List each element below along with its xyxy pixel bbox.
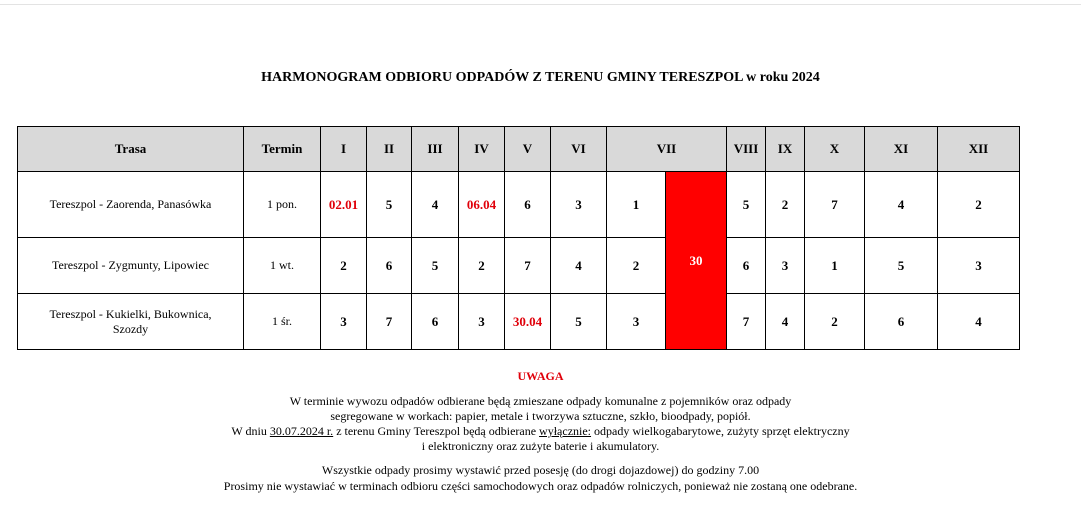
date-cell: 1 <box>607 172 666 238</box>
route-term: 1 pon. <box>244 172 321 238</box>
route-name-line2: Szozdy <box>112 321 149 336</box>
date-cell: 7 <box>805 172 865 238</box>
date-cell: 4 <box>412 172 459 238</box>
notice-text: odpady wielkogabarytowe, zużyty sprzęt elektryczny <box>591 424 850 438</box>
top-divider <box>0 4 1081 5</box>
notice-text: z terenu Gminy Tereszpol będą odbierane <box>333 424 540 438</box>
date-cell: 2 <box>607 238 666 294</box>
date-cell: 4 <box>766 294 805 350</box>
route-term: 1 śr. <box>244 294 321 350</box>
date-cell: 5 <box>551 294 607 350</box>
header-month-xi: XI <box>865 127 938 172</box>
header-month-xii: XII <box>938 127 1020 172</box>
date-cell: 3 <box>459 294 505 350</box>
header-month-iii: III <box>412 127 459 172</box>
notice-line: i elektroniczny oraz zużyte baterie i akumulatory. <box>421 439 660 453</box>
table-row <box>18 172 1020 238</box>
date-cell: 2 <box>321 238 367 294</box>
date-cell: 7 <box>367 294 412 350</box>
date-cell: 02.01 <box>321 172 367 238</box>
date-cell: 3 <box>938 238 1020 294</box>
route-name: Tereszpol - Zygmunty, Lipowiec <box>18 238 244 294</box>
table-row <box>18 238 1020 294</box>
route-name-line1: Tereszpol - Kukielki, Bukownica, <box>49 306 212 321</box>
notice-line <box>0 424 1081 439</box>
route-name <box>18 294 244 350</box>
header-month-ii: II <box>367 127 412 172</box>
date-cell: 6 <box>727 238 766 294</box>
date-cell: 7 <box>727 294 766 350</box>
notice-line: Prosimy nie wystawiać w terminach odbioru części samochodowych oraz odpadów rolniczych, ponieważ nie zostaną one odebrane. <box>223 479 858 493</box>
header-month-ix: IX <box>766 127 805 172</box>
july-special-collection-cell: 30 <box>666 172 727 350</box>
notice-line: Wszystkie odpady prosimy wystawić przed posesję (do drogi dojazdowej) do godziny 7.00 <box>321 463 760 477</box>
notice-line: segregowane w workach: papier, metale i tworzywa sztuczne, szkło, bioodpady, popiół. <box>330 409 751 423</box>
date-cell: 6 <box>505 172 551 238</box>
date-cell: 5 <box>727 172 766 238</box>
date-cell: 7 <box>505 238 551 294</box>
header-month-v: V <box>505 127 551 172</box>
schedule-table <box>17 126 1020 350</box>
notice-text: W dniu <box>231 424 270 438</box>
date-cell: 6 <box>367 238 412 294</box>
header-month-vi: VI <box>551 127 607 172</box>
date-cell: 4 <box>551 238 607 294</box>
date-cell: 5 <box>412 238 459 294</box>
page-title: HARMONOGRAM ODBIORU ODPADÓW Z TERENU GMINY TERESZPOL w roku 2024 <box>261 70 820 85</box>
header-trasa: Trasa <box>18 127 244 172</box>
notice-line: W terminie wywozu odpadów odbierane będą zmieszane odpady komunalne z pojemników oraz odpady <box>289 394 792 408</box>
date-cell: 5 <box>865 238 938 294</box>
notice-only: wyłącznie: <box>539 424 592 438</box>
date-cell: 3 <box>321 294 367 350</box>
date-cell: 3 <box>766 238 805 294</box>
date-cell: 2 <box>459 238 505 294</box>
route-name: Tereszpol - Zaorenda, Panasówka <box>18 172 244 238</box>
date-cell: 2 <box>766 172 805 238</box>
header-termin: Termin <box>244 127 321 172</box>
date-cell: 6 <box>412 294 459 350</box>
date-cell: 3 <box>551 172 607 238</box>
header-month-i: I <box>321 127 367 172</box>
date-cell: 30.04 <box>505 294 551 350</box>
date-cell: 6 <box>865 294 938 350</box>
header-month-viii: VIII <box>727 127 766 172</box>
table-row <box>18 294 1020 350</box>
header-month-x: X <box>805 127 865 172</box>
notice-heading: UWAGA <box>517 369 564 383</box>
date-cell: 4 <box>938 294 1020 350</box>
notice-date: 30.07.2024 r. <box>269 424 334 438</box>
date-cell: 3 <box>607 294 666 350</box>
date-cell: 06.04 <box>459 172 505 238</box>
route-term: 1 wt. <box>244 238 321 294</box>
header-month-iv: IV <box>459 127 505 172</box>
date-cell: 4 <box>865 172 938 238</box>
date-cell: 2 <box>805 294 865 350</box>
table-header-row <box>18 127 1020 172</box>
date-cell: 1 <box>805 238 865 294</box>
date-cell: 2 <box>938 172 1020 238</box>
date-cell: 5 <box>367 172 412 238</box>
header-month-vii: VII <box>607 127 727 172</box>
